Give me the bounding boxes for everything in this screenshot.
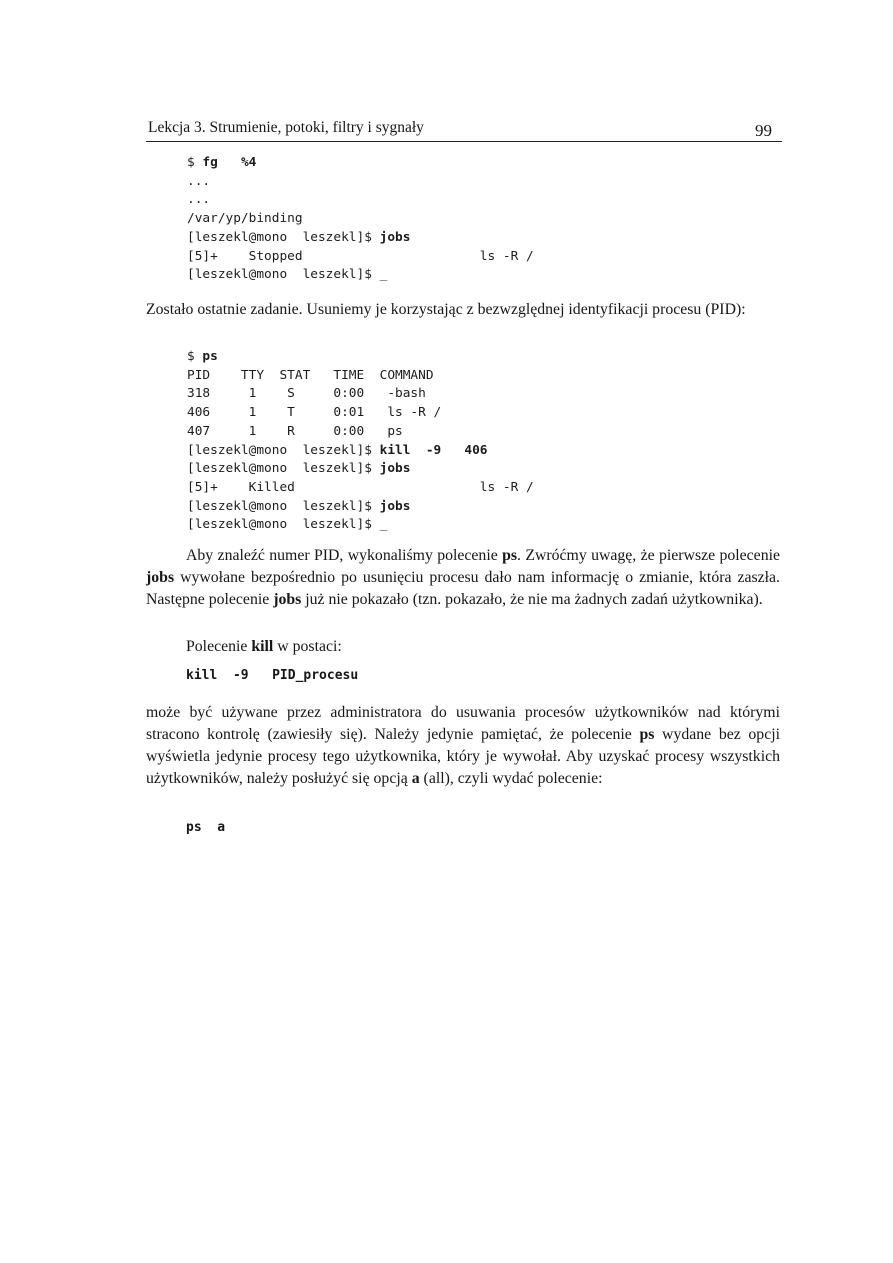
code-line: [leszekl@mono leszekl]$ jobs bbox=[187, 498, 411, 514]
code-line: [leszekl@mono leszekl]$ kill -9 406 bbox=[187, 442, 488, 458]
paragraph-remove-task: Zostało ostatnie zadanie. Usuniemy je korzystając z bezwzględnej identyfikacji procesu (PID): bbox=[146, 301, 746, 318]
code-line: 407 1 R 0:00 ps bbox=[187, 423, 403, 439]
code-line: ... bbox=[187, 173, 211, 189]
chapter-title: Lekcja 3. Strumienie, potoki, filtry i sygnały bbox=[148, 119, 424, 136]
code-line: [leszekl@mono leszekl]$ _ bbox=[187, 517, 388, 533]
code-ps-a-command: ps a bbox=[186, 820, 226, 835]
code-kill-command: kill -9 PID_procesu bbox=[186, 668, 359, 683]
code-line: [5]+ Killed ls -R / bbox=[187, 479, 534, 495]
code-line: 318 1 S 0:00 -bash bbox=[187, 386, 426, 402]
paragraph-kill-form: Polecenie kill w postaci: bbox=[186, 638, 342, 655]
code-line: [5]+ Stopped ls -R / bbox=[187, 248, 534, 264]
terminal-listing-fg bbox=[187, 154, 534, 285]
code-line: [leszekl@mono leszekl]$ jobs bbox=[187, 461, 411, 477]
page-number: 99 bbox=[755, 121, 772, 140]
code-line: $ fg %4 bbox=[187, 155, 257, 170]
code-line: [leszekl@mono leszekl]$ _ bbox=[187, 267, 388, 283]
paragraph-admin-usage: może być używane przez administratora do usuwania procesów użytkowników nad którymi stracono kontrolę (zawiesiły się). Należy jedynie pamiętać, że polecenie ps wydane bez opcji wyświetla jedynie procesy tego użytkownika, który je wywołał. Aby uzyskać procesy wszystkich użytkowników, należy posłużyć się opcją a (all), czyli wydać polecenie: bbox=[146, 704, 780, 787]
code-line: /var/yp/binding bbox=[187, 211, 303, 227]
page-header bbox=[146, 117, 782, 142]
code-line: PID TTY STAT TIME COMMAND bbox=[187, 367, 434, 383]
paragraph-pid-explanation: Aby znaleźć numer PID, wykonaliśmy polecenie ps. Zwróćmy uwagę, że pierwsze polecenie jobs wywołane bezpośrednio po usunięciu procesu dało nam informację o zmianie, która zaszła. Następne polecenie jobs już nie pokazało (tzn. pokazało, że nie ma żadnych zadań użytkownika). bbox=[146, 547, 780, 608]
terminal-listing-ps bbox=[187, 348, 534, 535]
code-line: $ ps bbox=[187, 349, 218, 364]
code-line: [leszekl@mono leszekl]$ jobs bbox=[187, 229, 411, 245]
code-line: ... bbox=[187, 192, 211, 208]
code-line: 406 1 T 0:01 ls -R / bbox=[187, 405, 442, 421]
